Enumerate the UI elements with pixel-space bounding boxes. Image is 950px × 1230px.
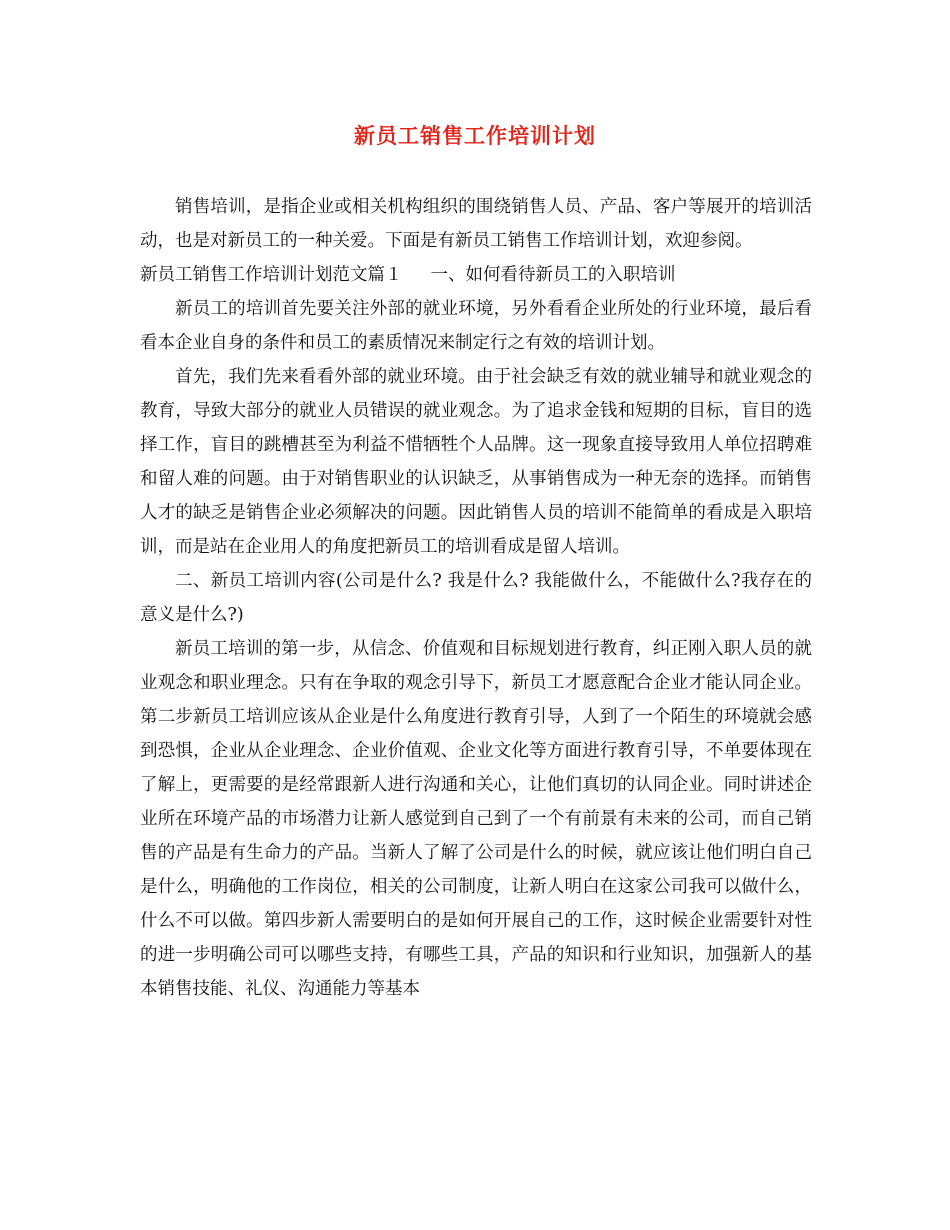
paragraph-employment: 首先，我们先来看看外部的就业环境。由于社会缺乏有效的就业辅导和就业观念的教育，导致大部分的就业人员错误的就业观念。为了追求金钱和短期的目标，盲目的选择工作，盲目的跳槽甚至为利益不惜牺牲个人品牌。这一现象直接导致用人单位招聘难和留人难的问题。由于对销售职业的认识缺乏，从事销售成为一种无奈的选择。而销售人才的缺乏是销售企业必须解决的问题。因此销售人员的培训不能简单的看成是入职培训，而是站在企业用人的角度把新员工的培训看成是留人培训。 xyxy=(140,367,812,557)
intro-paragraph: 销售培训，是指企业或相关机构组织的围绕销售人员、产品、客户等展开的培训活动，也是对新员工的一种关爱。下面是有新员工销售工作培训计划，欢迎参阅。 xyxy=(140,197,812,251)
document-body xyxy=(140,190,812,1006)
paragraph-environment: 新员工的培训首先要关注外部的就业环境，另外看看企业所处的行业环境，最后看看本企业自身的条件和员工的素质情况来制定行之有效的培训计划。 xyxy=(140,299,812,353)
section-two-heading: 二、新员工培训内容(公司是什么? 我是什么? 我能做什么，不能做什么?我存在的意义是什么?) xyxy=(140,571,812,625)
section-heading-line xyxy=(140,258,812,292)
document-title: 新员工销售工作培训计划 xyxy=(354,123,596,148)
paragraph-training-steps: 新员工培训的第一步，从信念、价值观和目标规划进行教育，纠正刚入职人员的就业观念和职业理念。只有在争取的观念引导下，新员工才愿意配合企业才能认同企业。第二步新员工培训应该从企业是什么角度进行教育引导，人到了一个陌生的环境就会感到恐惧，企业从企业理念、企业价值观、企业文化等方面进行教育引导，不单要体现在了解上，更需要的是经常跟新人进行沟通和关心，让他们真切的认同企业。同时讲述企业所在环境产品的市场潜力让新人感觉到自己到了一个有前景有未来的公司，而自己销售的产品是有生命力的产品。当新人了解了公司是什么的时候，就应该让他们明白自己是什么，明确他的工作岗位，相关的公司制度，让新人明白在这家公司我可以做什么，什么不可以做。第四步新人需要明白的是如何开展自己的工作，这时候企业需要针对性的进一步明确公司可以哪些支持，有哪些工具，产品的知识和行业知识，加强新人的基本销售技能、礼仪、沟通能力等基本 xyxy=(140,639,812,999)
article-label: 新员工销售工作培训计划范文篇１ xyxy=(140,265,403,285)
section-one-heading: 一、如何看待新员工的入职培训 xyxy=(430,265,676,285)
